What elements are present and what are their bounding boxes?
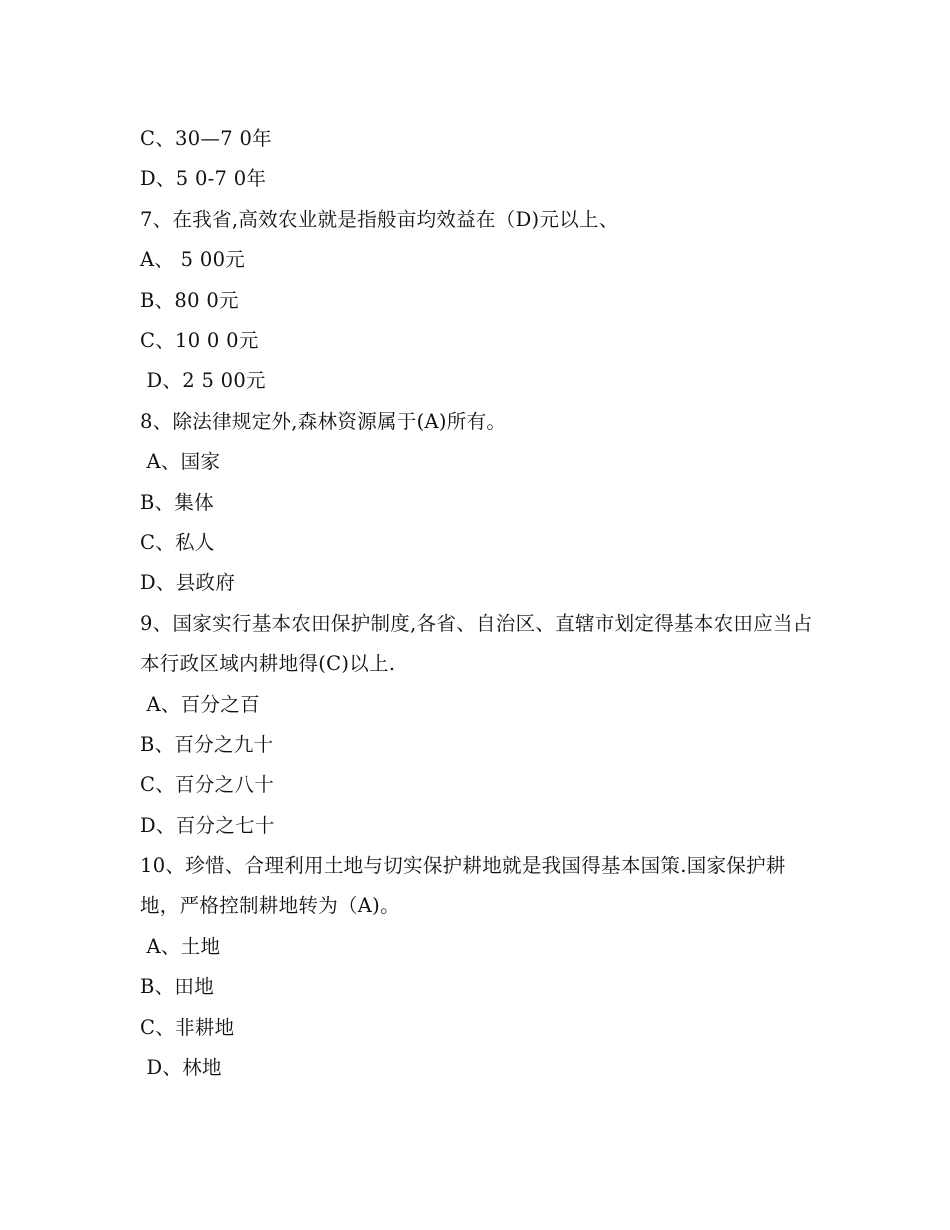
- document-body: [140, 119, 820, 1088]
- option-line: C、非耕地: [140, 1015, 235, 1039]
- option-line: B、田地: [140, 975, 215, 999]
- option-line: A、国家: [140, 450, 221, 474]
- option-line: D、县政府: [140, 571, 236, 595]
- question-10: 10、珍惜、合理利用土地与切实保护耕地就是我国得基本国策.国家保护耕地，严格控制耕地转为（A)。: [140, 854, 786, 918]
- option-line: A、 5 00元: [140, 248, 246, 272]
- option-line: B、80 0元: [140, 288, 239, 312]
- question-7: 7、在我省,高效农业就是指般亩均效益在（D)元以上、: [140, 207, 619, 231]
- option-line: B、集体: [140, 490, 215, 514]
- option-line: B、百分之九十: [140, 732, 274, 756]
- option-line: A、土地: [140, 934, 221, 958]
- option-line: D、百分之七十: [140, 813, 275, 837]
- question-8: 8、除法律规定外,森林资源属于(A)所有。: [140, 409, 507, 433]
- option-line: D、2 5 00元: [140, 369, 266, 393]
- option-line: C、百分之八十: [140, 773, 275, 797]
- question-9: 9、国家实行基本农田保护制度,各省、自治区、直辖市划定得基本农田应当占本行政区域内耕地得(C)以上.: [140, 611, 813, 676]
- option-line: C、30—7 0年: [140, 127, 272, 150]
- option-line: D、林地: [140, 1056, 222, 1080]
- option-line: C、私人: [140, 530, 215, 554]
- option-line: A、百分之百: [140, 692, 260, 716]
- option-line: C、10 0 0元: [140, 328, 259, 352]
- option-line: D、5 0-7 0年: [140, 167, 267, 191]
